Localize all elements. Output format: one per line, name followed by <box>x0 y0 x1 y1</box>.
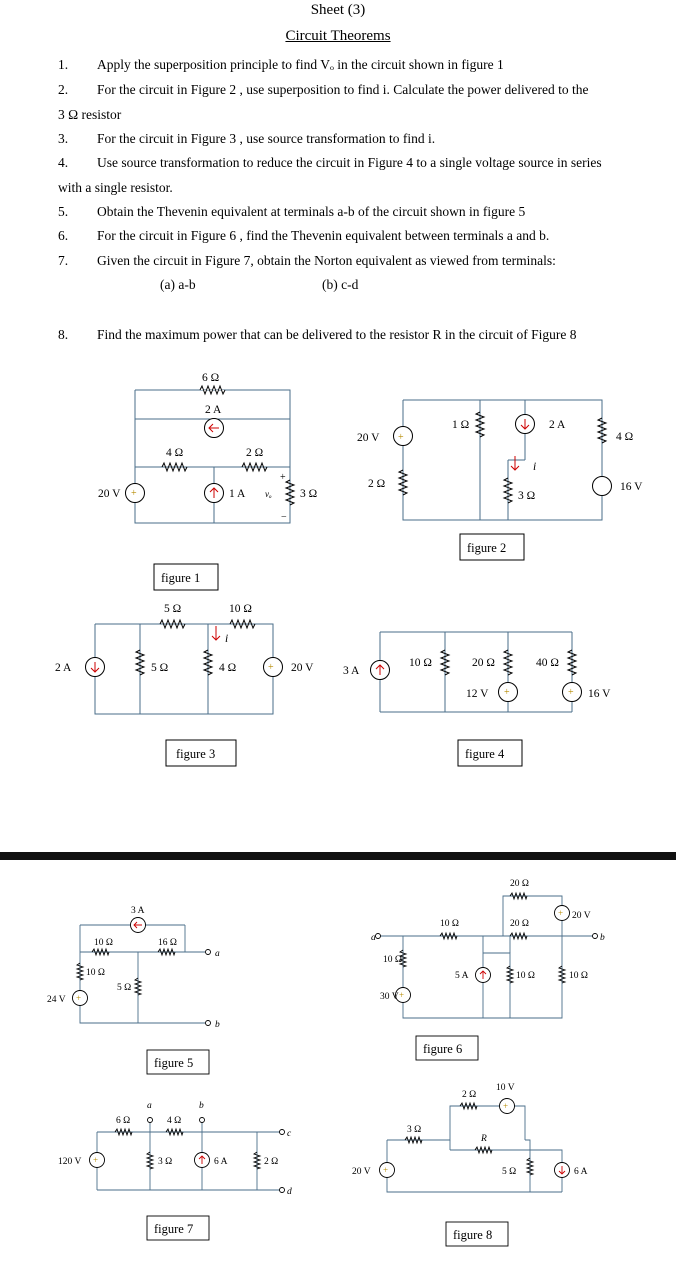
fig2-i-label: i <box>533 461 537 473</box>
fig6-term-b: b <box>600 933 605 943</box>
fig6-caption: figure 6 <box>423 1042 463 1056</box>
fig8-r-R-label: R <box>481 1134 487 1144</box>
fig1-plus-label: + <box>280 472 286 483</box>
fig2-r-3-label: 3 Ω <box>518 490 536 502</box>
fig6-r-10mid-label: 10 Ω <box>516 971 535 981</box>
plus-icon: + <box>383 1165 389 1175</box>
question-text: For the circuit in Figure 6 , find the Thevenin equivalent between terminals a and b. <box>97 228 550 243</box>
fig4-r-40-label: 40 Ω <box>536 657 559 669</box>
plus-icon: + <box>131 488 137 499</box>
fig2-i-src-label: 2 A <box>549 419 566 431</box>
figure-2-circuit <box>394 400 612 520</box>
fig7-term-a: a <box>147 1101 152 1111</box>
fig2-r-1-label: 1 Ω <box>452 419 470 431</box>
sheet-title: Sheet (3) <box>310 2 366 18</box>
fig2-r-4-label: 4 Ω <box>616 431 634 443</box>
fig1-caption: figure 1 <box>161 571 201 585</box>
fig8-v-10-label: 10 V <box>496 1083 515 1093</box>
figure-8-circuit <box>380 1099 570 1193</box>
fig5-term-b: b <box>215 1020 220 1030</box>
plus-icon: + <box>504 687 510 698</box>
fig5-r-10a-label: 10 Ω <box>94 938 113 948</box>
screenshot-divider <box>0 852 676 860</box>
plus-icon: + <box>503 1101 509 1111</box>
fig6-v-30-label: 30 V <box>380 992 399 1002</box>
fig4-i-src-label: 3 A <box>343 665 360 677</box>
question-text: For the circuit in Figure 3 , use source transformation to find i. <box>97 131 436 146</box>
fig5-r-10b-label: 10 Ω <box>86 968 105 978</box>
terminal-d <box>280 1188 285 1193</box>
question-number: 6. <box>58 228 69 243</box>
terminal-b <box>206 1021 211 1026</box>
question-number: 8. <box>58 327 69 342</box>
fig5-term-a: a <box>215 949 220 959</box>
question-text: Obtain the Thevenin equivalent at terminals a-b of the circuit shown in figure 5 <box>97 204 526 219</box>
fig6-r-20mid-label: 20 Ω <box>510 919 529 929</box>
plus-icon: + <box>268 662 274 673</box>
fig3-r-4-label: 4 Ω <box>219 662 237 674</box>
fig1-r-mid-label: 2 Ω <box>246 447 264 459</box>
plus-icon: + <box>398 432 404 443</box>
fig1-v-src-label: 20 V <box>98 488 121 500</box>
question-7-part-a: (a) a-b <box>160 277 196 292</box>
fig6-i-5-label: 5 A <box>455 971 469 981</box>
fig7-caption: figure 7 <box>154 1222 194 1236</box>
fig7-r-2-label: 2 Ω <box>264 1157 279 1167</box>
fig6-r-20top-label: 20 Ω <box>510 879 529 889</box>
fig1-minus-label: − <box>281 512 287 523</box>
terminal-b <box>593 934 598 939</box>
question-number: 2. <box>58 82 69 97</box>
fig6-r-10right-label: 10 Ω <box>569 971 588 981</box>
fig3-caption: figure 3 <box>176 747 216 761</box>
fig3-r-top1-label: 5 Ω <box>164 603 182 615</box>
question-text: Apply the superposition principle to find Vₒ in the circuit shown in figure 1 <box>97 57 504 72</box>
figure-4-circuit <box>371 632 582 712</box>
question-7-part-b: (b) c-d <box>322 277 359 292</box>
question-text: Given the circuit in Figure 7, obtain the Norton equivalent as viewed from terminals: <box>97 253 556 268</box>
plus-icon: + <box>76 993 82 1003</box>
fig6-r-10left-label: 10 Ω <box>383 955 402 965</box>
question-number: 1. <box>58 57 69 72</box>
plus-icon: + <box>399 990 405 1000</box>
fig3-i-src-label: 2 A <box>55 662 72 674</box>
fig7-r-6-label: 6 Ω <box>116 1116 131 1126</box>
fig6-v-20-label: 20 V <box>572 911 591 921</box>
terminal-a <box>376 934 381 939</box>
fig4-r-10-label: 10 Ω <box>409 657 432 669</box>
question-text-continued: 3 Ω resistor <box>58 107 122 122</box>
fig4-caption: figure 4 <box>465 747 505 761</box>
fig7-v-src-label: 120 V <box>58 1157 82 1167</box>
fig6-term-a: a <box>371 933 376 943</box>
terminal-a <box>148 1118 153 1123</box>
fig3-i-label: i <box>225 633 229 645</box>
sheet-subtitle: Circuit Theorems <box>285 28 391 44</box>
question-number: 3. <box>58 131 69 146</box>
fig5-i-src-label: 3 A <box>131 906 145 916</box>
fig7-r-3-label: 3 Ω <box>158 1157 173 1167</box>
fig5-v-src-label: 24 V <box>47 995 66 1005</box>
plus-icon: + <box>568 687 574 698</box>
fig7-r-4-label: 4 Ω <box>167 1116 182 1126</box>
fig4-v-16-label: 16 V <box>588 688 611 700</box>
fig1-i-mid-label: 1 A <box>229 488 246 500</box>
fig3-r-top2-label: 10 Ω <box>229 603 252 615</box>
fig3-v-src-label: 20 V <box>291 662 314 674</box>
plus-icon: + <box>558 908 564 918</box>
fig8-caption: figure 8 <box>453 1228 493 1242</box>
lower-page <box>0 860 676 1280</box>
fig7-term-c: c <box>287 1129 292 1139</box>
fig7-i-6-label: 6 A <box>214 1157 228 1167</box>
fig5-caption: figure 5 <box>154 1056 194 1070</box>
fig1-r-top-label: 6 Ω <box>202 372 220 384</box>
fig8-r-2-label: 2 Ω <box>462 1090 477 1100</box>
fig6-r-10top-label: 10 Ω <box>440 919 459 929</box>
fig8-r-3-label: 3 Ω <box>407 1125 422 1135</box>
fig1-r-right-label: 3 Ω <box>300 488 318 500</box>
question-number: 7. <box>58 253 69 268</box>
fig4-r-20-label: 20 Ω <box>472 657 495 669</box>
fig5-r-5-label: 5 Ω <box>117 983 132 993</box>
question-number: 5. <box>58 204 69 219</box>
fig7-term-b: b <box>199 1101 204 1111</box>
question-text-continued: with a single resistor. <box>58 180 173 195</box>
question-text: For the circuit in Figure 2 , use superposition to find i. Calculate the power delivered to the <box>97 82 589 97</box>
lower-figures <box>0 860 676 1280</box>
fig1-vo-label: vₒ <box>265 489 272 499</box>
terminal-a <box>206 950 211 955</box>
figure-7-circuit <box>90 1122 281 1190</box>
fig2-v-left-label: 20 V <box>357 432 380 444</box>
question-text: Find the maximum power that can be delivered to the resistor R in the circuit of Figure 8 <box>97 327 577 342</box>
fig8-r-5-label: 5 Ω <box>502 1167 517 1177</box>
question-number: 4. <box>58 155 69 170</box>
fig1-r-left-label: 4 Ω <box>166 447 184 459</box>
fig8-v-20-label: 20 V <box>352 1167 371 1177</box>
fig4-v-12-label: 12 V <box>466 688 489 700</box>
fig2-r-2-label: 2 Ω <box>368 478 386 490</box>
fig2-v-right-label: 16 V <box>620 481 643 493</box>
fig2-caption: figure 2 <box>467 541 507 555</box>
plus-icon: + <box>93 1155 99 1165</box>
fig8-i-6-label: 6 A <box>574 1167 588 1177</box>
fig5-r-16-label: 16 Ω <box>158 938 177 948</box>
fig3-r-shunt-label: 5 Ω <box>151 662 169 674</box>
fig1-i-top-label: 2 A <box>205 404 222 416</box>
terminal-b <box>200 1118 205 1123</box>
fig7-term-d: d <box>287 1187 292 1197</box>
terminal-c <box>280 1130 285 1135</box>
figure-3-circuit <box>86 620 283 714</box>
question-text: Use source transformation to reduce the circuit in Figure 4 to a single voltage source in series <box>97 155 602 170</box>
